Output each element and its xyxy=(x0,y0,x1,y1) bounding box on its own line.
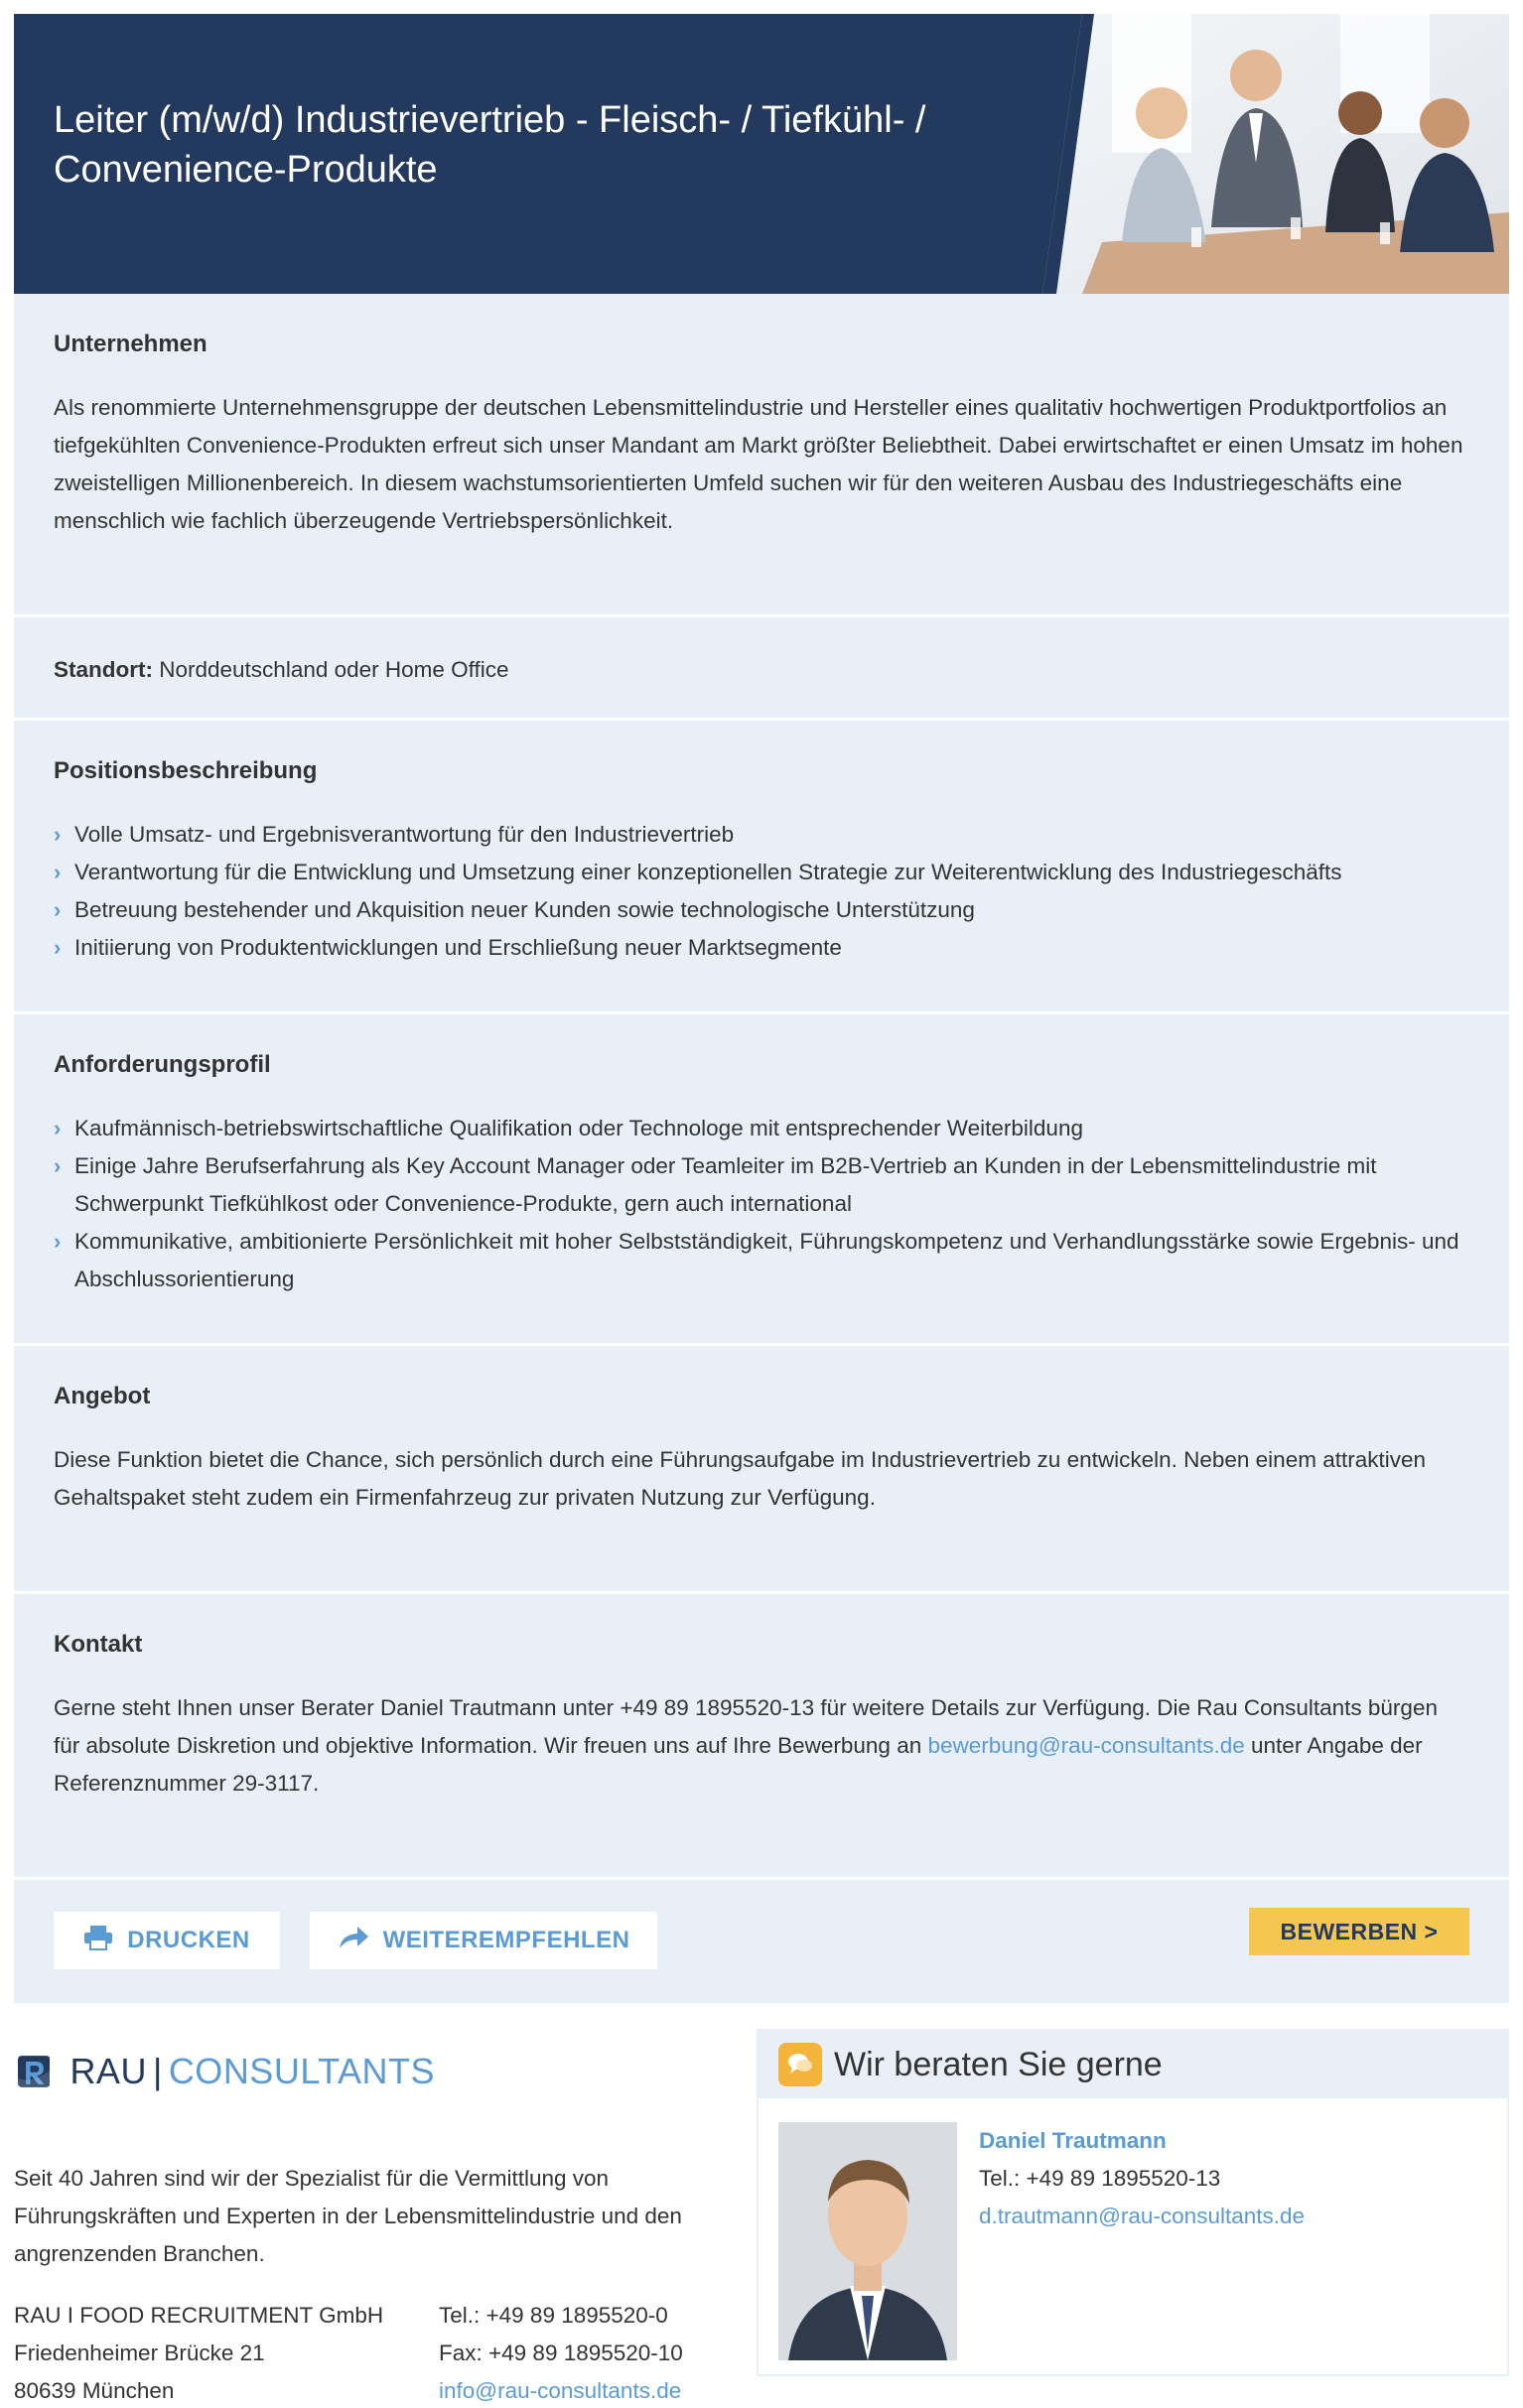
section-company xyxy=(14,294,1509,617)
header-banner xyxy=(14,14,1509,294)
action-bar xyxy=(14,1880,1509,2003)
logo-wordmark: RAU | CONSULTANTS xyxy=(69,2051,435,2091)
section-location xyxy=(14,617,1509,721)
job-title: Leiter (m/w/d) Industrievertrieb - Fleisch- / Tiefkühl- / Convenience-Produkte xyxy=(54,99,926,191)
company-fax: Fax: +49 89 1895520-10 xyxy=(439,2341,683,2365)
chevron-right-icon: › xyxy=(54,935,62,960)
section-contact xyxy=(14,1594,1509,1880)
company-street: Friedenheimer Brücke 21 xyxy=(14,2341,265,2365)
advisor-heading: Wir beraten Sie gerne xyxy=(834,2045,1163,2083)
company-logo xyxy=(18,2027,435,2116)
print-label: DRUCKEN xyxy=(127,1927,250,1953)
chevron-right-icon: › xyxy=(54,1229,62,1254)
header-team-photo xyxy=(1042,14,1509,294)
company-contact xyxy=(439,2297,737,2408)
chat-bubble-icon xyxy=(778,2043,822,2086)
advisor-info xyxy=(979,2122,1305,2235)
location-value: Norddeutschland oder Home Office xyxy=(153,657,509,682)
printer-icon xyxy=(83,1925,113,1957)
company-heading: Unternehmen xyxy=(54,331,208,357)
share-arrow-icon xyxy=(338,1925,369,1957)
company-tel: Tel.: +49 89 1895520-0 xyxy=(439,2303,668,2328)
recommend-button[interactable] xyxy=(310,1912,657,1969)
position-list xyxy=(54,816,1469,967)
footer xyxy=(14,2003,1509,2408)
company-city: 80639 München xyxy=(14,2378,175,2403)
offer-text: Diese Funktion bietet die Chance, sich persönlich durch eine Führungsaufgabe im Industrievertrieb zu entwickeln. Neben einem attraktiven Gehaltspaket steht zudem ein Firmenfahrzeug zur privaten Nutzung zur Verfügung. xyxy=(54,1447,1427,1510)
advisor-card xyxy=(757,2029,1509,2376)
contact-text: Gerne steht Ihnen unser Berater Daniel Trautmann unter +49 89 1895520-13 für weitere Details zur Verfügung. Die Rau Consultants bürgen für absolute Diskretion und objektive Information. Wir freuen uns auf Ihre Bewerbung an bewerbung@rau-consultants.de unter Angabe der Referenznummer 29-3117. xyxy=(54,1695,1438,1796)
list-item: › Volle Umsatz- und Ergebnisverantwortung für den Industrievertrieb xyxy=(54,816,1469,854)
job-posting xyxy=(14,14,1509,2408)
rau-logo-icon xyxy=(18,2029,50,2114)
company-name: RAU I FOOD RECRUITMENT GmbH xyxy=(14,2303,384,2328)
offer-heading: Angebot xyxy=(54,1383,151,1409)
print-button[interactable] xyxy=(54,1912,280,1969)
advisor-tel: Tel.: +49 89 1895520-13 xyxy=(979,2166,1221,2191)
profile-list xyxy=(54,1110,1469,1298)
location-label: Standort: xyxy=(54,657,153,682)
list-item: › Betreuung bestehender und Akquisition neuer Kunden sowie technologische Unterstützung xyxy=(54,891,1469,929)
company-about: Seit 40 Jahren sind wir der Spezialist für die Vermittlung von Führungskräften und Experten in der Lebensmittelindustrie und den angrenzenden Branchen. xyxy=(14,2166,682,2266)
list-item: › Initiierung von Produktentwicklungen und Erschließung neuer Marktsegmente xyxy=(54,929,1469,967)
recommend-label: WEITEREMPFEHLEN xyxy=(382,1927,630,1953)
list-item: › Einige Jahre Berufserfahrung als Key Account Manager oder Teamleiter im B2B-Vertrieb an Kunden in der Lebensmittelindustrie mit Schwerpunkt Tiefkühlkost oder Convenience-Produkte, gern auch international xyxy=(54,1147,1469,1223)
advisor-photo xyxy=(778,2122,957,2360)
advisor-card-header xyxy=(759,2031,1507,2098)
advisor-name: Daniel Trautmann xyxy=(979,2128,1167,2153)
section-profile xyxy=(14,1014,1509,1346)
contact-heading: Kontakt xyxy=(54,1631,143,1658)
company-email-link[interactable]: info@rau-consultants.de xyxy=(439,2378,682,2403)
location-line xyxy=(54,651,1469,689)
section-position xyxy=(14,721,1509,1014)
chevron-right-icon: › xyxy=(54,822,62,847)
chevron-right-icon: › xyxy=(54,1116,62,1140)
position-heading: Positionsbeschreibung xyxy=(54,757,318,784)
list-item: › Kaufmännisch-betriebswirtschaftliche Qualifikation oder Technologe mit entsprechender Weiterbildung xyxy=(54,1110,1469,1147)
advisor-email-link[interactable]: d.trautmann@rau-consultants.de xyxy=(979,2204,1306,2228)
list-item: › Verantwortung für die Entwicklung und Umsetzung einer konzeptionellen Strategie zur Weiterentwicklung des Industriegeschäfts xyxy=(54,854,1469,891)
profile-heading: Anforderungsprofil xyxy=(54,1051,271,1078)
apply-button[interactable]: BEWERBEN > xyxy=(1249,1908,1469,1955)
list-item: › Kommunikative, ambitionierte Persönlichkeit mit hoher Selbstständigkeit, Führungskompetenz und Verhandlungsstärke sowie Ergebnis- und Abschlussorientierung xyxy=(54,1223,1469,1298)
section-offer xyxy=(14,1346,1509,1594)
company-address xyxy=(14,2297,451,2408)
chevron-right-icon: › xyxy=(54,1153,62,1178)
application-email-link[interactable]: bewerbung@rau-consultants.de xyxy=(927,1733,1245,1758)
company-text: Als renommierte Unternehmensgruppe der deutschen Lebensmittelindustrie und Hersteller eines qualitativ hochwertigen Produktportfolios an tiefgekühlten Convenience-Produkten erfreut sich unser Mandant am Markt größter Beliebtheit. Dabei erwirtschaftet er einen Umsatz im hohen zweistelligen Millionenbereich. In diesem wachstumsorientierten Umfeld suchen wir für den weiteren Ausbau des Industriegeschäfts eine menschlich wie fachlich überzeugende Vertriebspersönlichkeit. xyxy=(54,395,1463,533)
chevron-right-icon: › xyxy=(54,860,62,884)
chevron-right-icon: › xyxy=(54,897,62,922)
